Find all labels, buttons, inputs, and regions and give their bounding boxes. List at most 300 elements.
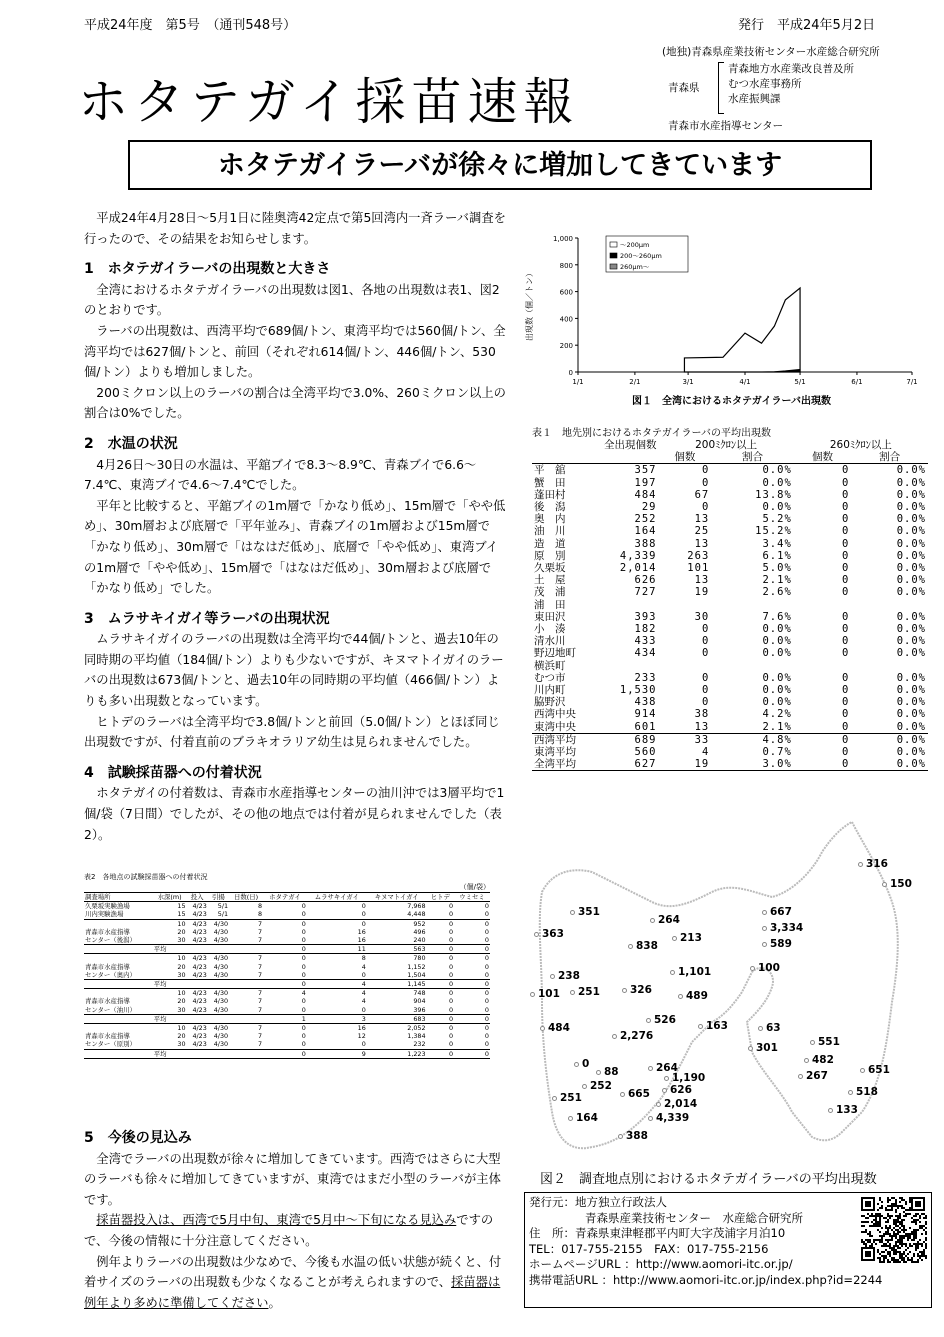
y-tick-label: 200 bbox=[559, 342, 573, 351]
map-station-label: 264 bbox=[658, 914, 680, 926]
map-station-label: 133 bbox=[836, 1104, 858, 1116]
t1-cell: 0.0% bbox=[896, 708, 926, 721]
t2-cell: 7 bbox=[229, 1024, 263, 1033]
t2-cell: 0 bbox=[484, 910, 489, 919]
map-station-label: 667 bbox=[770, 906, 792, 918]
t2-location: センター（奥内） bbox=[85, 970, 136, 979]
map-station-marker bbox=[552, 1096, 557, 1101]
t2-cell: 10 bbox=[153, 919, 187, 928]
map-station-label: 484 bbox=[548, 1022, 570, 1034]
t1-cell: 433 bbox=[634, 635, 657, 648]
t1-cell: 0.0% bbox=[896, 696, 926, 709]
table-row bbox=[532, 623, 928, 635]
t2-cell: 563 bbox=[367, 945, 427, 954]
table-row bbox=[84, 989, 490, 998]
t2-cell: 15 bbox=[177, 910, 186, 919]
t2-cell: 9 bbox=[307, 1049, 367, 1058]
map-station-marker bbox=[570, 910, 575, 915]
map-station-label: 388 bbox=[626, 1130, 648, 1142]
t2-cell: 8 bbox=[307, 954, 367, 963]
issue-date: 発行 平成24年5月2日 bbox=[738, 18, 876, 33]
map-station-marker bbox=[748, 1046, 753, 1051]
t2-cell: 0 bbox=[263, 1024, 307, 1033]
table1-block bbox=[532, 424, 928, 771]
t1-cell: 0 bbox=[841, 549, 850, 562]
t2-cell: 4/23 bbox=[192, 962, 207, 971]
t2-cell: 396 bbox=[413, 1005, 426, 1014]
t2-cell: 0 bbox=[301, 1005, 306, 1014]
t2-cell: 0 bbox=[454, 980, 490, 989]
t2-cell: 4/23 bbox=[192, 997, 207, 1006]
t1-location: 造 道 bbox=[534, 537, 566, 550]
t2-cell: 232 bbox=[413, 1040, 426, 1049]
table-row bbox=[532, 513, 928, 525]
table1-caption: 表１ 地先別におけるホタテガイラーバの平均出現数 bbox=[532, 428, 771, 439]
homepage-url[interactable]: ホームページURL ：http://www.aomori-itc.or.jp/ bbox=[529, 1257, 793, 1271]
table2 bbox=[84, 892, 490, 1059]
map-station-label: 164 bbox=[576, 1112, 598, 1124]
t2-cell: 0 bbox=[361, 1040, 366, 1049]
map-station-marker bbox=[656, 1102, 661, 1107]
t1-cell: 0 bbox=[701, 464, 710, 477]
t2-cell: 30 bbox=[177, 970, 186, 979]
t1-location: 原 別 bbox=[534, 549, 566, 562]
table-row bbox=[532, 647, 928, 659]
t2-cell: 5/1 bbox=[217, 910, 229, 919]
t1-cell: 0 bbox=[841, 537, 850, 550]
t2-cell: 780 bbox=[367, 954, 427, 963]
t2-cell: 8 bbox=[229, 902, 263, 911]
table-row bbox=[532, 672, 928, 684]
t1-location: 平 舘 bbox=[534, 464, 566, 477]
t1-header-ratio: 割合 bbox=[711, 451, 794, 464]
footer-text bbox=[529, 1195, 882, 1288]
map-station-marker bbox=[798, 1074, 803, 1079]
t2-location: 久栗坂実験漁場 bbox=[84, 902, 153, 911]
table-avg-row bbox=[84, 980, 490, 989]
map-station-marker bbox=[672, 936, 677, 941]
t2-cell bbox=[84, 1049, 153, 1058]
t2-cell: 4 bbox=[307, 989, 367, 998]
t2-cell: 0 bbox=[449, 910, 454, 919]
t2-cell: 7 bbox=[258, 1032, 263, 1041]
t1-cell bbox=[711, 660, 794, 672]
series-area-lt200 bbox=[684, 288, 800, 372]
t2-cell: 0 bbox=[301, 927, 306, 936]
y-tick-label: 1,000 bbox=[552, 235, 573, 243]
t1-cell bbox=[602, 660, 659, 672]
t2-cell bbox=[229, 945, 263, 954]
t2-cell: 7 bbox=[258, 970, 263, 979]
table-row bbox=[532, 464, 928, 477]
t2-cell: 0 bbox=[427, 919, 455, 928]
t1-header-count: 個数 bbox=[794, 451, 852, 464]
t2-cell: 1 bbox=[263, 1014, 307, 1023]
y-tick-label: 400 bbox=[559, 315, 573, 324]
map-station-marker bbox=[622, 988, 627, 993]
t1-cell: 5.2% bbox=[762, 513, 792, 526]
t1-cell: 0.0% bbox=[896, 488, 926, 501]
t2-cell: 4/23 bbox=[187, 902, 208, 911]
t2-cell bbox=[84, 945, 153, 954]
t2-cell: 0 bbox=[454, 945, 490, 954]
t1-cell: 5.0% bbox=[762, 562, 792, 575]
t1-cell: 67 bbox=[694, 488, 710, 501]
t2-cell: 4 bbox=[361, 962, 366, 971]
table-row bbox=[84, 954, 490, 963]
t1-cell: 0 bbox=[841, 623, 850, 636]
t2-cell: 5/1 bbox=[208, 902, 229, 911]
t1-cell: 0 bbox=[841, 501, 850, 514]
table2-block bbox=[84, 872, 490, 1059]
t1-cell: 30 bbox=[694, 610, 710, 623]
masthead-title: ホタテガイ採苗速報 bbox=[78, 73, 580, 131]
map-station-label: 251 bbox=[578, 986, 600, 998]
map-station-label: 489 bbox=[686, 990, 708, 1002]
headline: ホタテガイラーバが徐々に増加してきています bbox=[128, 140, 872, 190]
t2-cell bbox=[187, 980, 208, 989]
t1-cell: 0 bbox=[841, 525, 850, 538]
publisher: 地方独立行政法人 bbox=[575, 1195, 667, 1209]
map-station-marker bbox=[570, 990, 575, 995]
table1 bbox=[532, 439, 928, 771]
map-station-marker bbox=[596, 1070, 601, 1075]
t2-cell: 3 bbox=[307, 1014, 367, 1023]
t2-cell: 0 bbox=[263, 954, 307, 963]
t1-cell: 727 bbox=[634, 586, 657, 599]
t1-location: 浦 田 bbox=[534, 598, 566, 611]
y-tick-label: 600 bbox=[559, 288, 573, 297]
map-station-marker bbox=[612, 1034, 617, 1039]
x-tick-label: 3/1 bbox=[682, 378, 694, 386]
map-station-label: 213 bbox=[680, 932, 702, 944]
t2-cell: 10 bbox=[153, 1024, 187, 1033]
t1-cell: 0 bbox=[841, 488, 850, 501]
t1-cell: 0.0% bbox=[896, 647, 926, 660]
t2-cell: 4 bbox=[263, 989, 307, 998]
t1-cell: 0 bbox=[841, 696, 850, 709]
section-4-p1: ホタテガイの付着数は、青森市水産指導センターの油川沖では3層平均で1個/袋（7日間）でしたが、その他の地点では付着が見られませんでした（表2）。 bbox=[84, 786, 505, 842]
t2-cell: 0 bbox=[484, 962, 489, 971]
t2-cell: 0 bbox=[263, 1049, 307, 1058]
x-tick-label: 2/1 bbox=[629, 378, 641, 386]
map-station-label: 88 bbox=[604, 1066, 619, 1078]
t2-cell: 7 bbox=[258, 927, 263, 936]
map-station-marker bbox=[646, 1018, 651, 1023]
table-row bbox=[84, 963, 490, 971]
t2-cell: 0 bbox=[484, 997, 489, 1006]
t1-cell: 0 bbox=[701, 501, 710, 514]
t2-cell bbox=[208, 980, 229, 989]
t1-cell bbox=[851, 599, 928, 611]
t2-cell: 4/30 bbox=[213, 962, 229, 971]
map-station-marker bbox=[804, 1058, 809, 1063]
t2-location: 青森市水産指導 bbox=[85, 1032, 130, 1041]
t1-cell: 0.0% bbox=[896, 513, 926, 526]
t2-cell: 平均 bbox=[153, 945, 187, 954]
t1-cell: 164 bbox=[634, 525, 657, 538]
t1-cell: 0.0% bbox=[896, 574, 926, 587]
address: 青森県東津軽郡平内町大字茂浦字月泊10 bbox=[575, 1226, 786, 1240]
map-station-marker bbox=[882, 882, 887, 887]
t1-cell: 0.0% bbox=[762, 623, 792, 636]
table-row bbox=[84, 1032, 490, 1040]
t1-cell: 0 bbox=[841, 684, 850, 697]
t1-cell: 13 bbox=[694, 537, 710, 550]
t2-cell: 4/23 bbox=[192, 936, 207, 945]
t2-cell: 4/23 bbox=[192, 927, 207, 936]
t2-cell: 0 bbox=[301, 970, 306, 979]
t2-cell: 7 bbox=[258, 1040, 263, 1049]
t1-cell: 0.0% bbox=[762, 635, 792, 648]
t1-cell: 0 bbox=[841, 635, 850, 648]
t2-cell: 0 bbox=[484, 927, 489, 936]
t1-location: 全湾平均 bbox=[532, 758, 602, 771]
t1-location: 脇野沢 bbox=[534, 696, 566, 709]
t2-cell: 0 bbox=[484, 1032, 489, 1041]
map-station-marker bbox=[698, 1024, 703, 1029]
t1-cell: 2,014 bbox=[619, 562, 657, 575]
t2-cell: 11 bbox=[307, 945, 367, 954]
t2-header: ウミセミ bbox=[454, 893, 490, 902]
t1-cell: 3.0% bbox=[711, 758, 794, 771]
t2-cell: 4/23 bbox=[187, 954, 208, 963]
t2-cell bbox=[187, 1049, 208, 1058]
table-row bbox=[532, 501, 928, 513]
t2-cell: 0 bbox=[484, 1005, 489, 1014]
section-5-heading: 5 今後の見込み bbox=[84, 1130, 192, 1146]
t2-cell: 12 bbox=[357, 1032, 366, 1041]
table-row bbox=[84, 910, 490, 919]
table-row bbox=[532, 538, 928, 550]
table-row bbox=[84, 971, 490, 980]
table-row bbox=[532, 721, 928, 734]
map-station-label: 551 bbox=[818, 1036, 840, 1048]
t2-cell: 4/30 bbox=[213, 936, 229, 945]
t1-cell: 0.0% bbox=[896, 525, 926, 538]
map-station-label: 665 bbox=[628, 1088, 650, 1100]
org-item: 青森地方水産業改良普及所 bbox=[728, 63, 854, 75]
t1-cell: 0.0% bbox=[896, 549, 926, 562]
t1-location: 小 湊 bbox=[534, 623, 566, 636]
t1-cell: 0 bbox=[841, 513, 850, 526]
t2-cell: 0 bbox=[449, 970, 454, 979]
t1-cell: 601 bbox=[634, 720, 657, 733]
x-tick-label: 6/1 bbox=[851, 378, 863, 386]
t2-location: 青森市水産指導 bbox=[85, 927, 130, 936]
t2-cell: 4/30 bbox=[208, 954, 229, 963]
t2-cell: 0 bbox=[454, 989, 490, 998]
t2-location: 川内実験漁場 bbox=[85, 910, 124, 919]
t2-cell: 2,052 bbox=[367, 1024, 427, 1033]
t2-cell: 748 bbox=[367, 989, 427, 998]
t1-cell: 0 bbox=[841, 647, 850, 660]
t2-cell: 7 bbox=[229, 989, 263, 998]
t2-cell: 7 bbox=[258, 1005, 263, 1014]
table-row bbox=[84, 1024, 490, 1033]
legend-label: ～200μm bbox=[620, 241, 650, 249]
t2-cell: 4/23 bbox=[192, 1005, 207, 1014]
t2-cell: 0 bbox=[361, 1005, 366, 1014]
t1-cell: 689 bbox=[602, 733, 659, 746]
map-station-marker bbox=[670, 970, 675, 975]
map-station-label: 589 bbox=[770, 938, 792, 950]
t1-cell: 0.7% bbox=[762, 746, 792, 759]
t2-cell: 4/23 bbox=[187, 919, 208, 928]
t1-cell: 0.0% bbox=[896, 623, 926, 636]
table-row bbox=[84, 936, 490, 945]
t1-cell: 0.0% bbox=[762, 671, 792, 684]
t1-location: 後 潟 bbox=[534, 501, 566, 514]
map-station-label: 316 bbox=[866, 858, 888, 870]
map-station-label: 264 bbox=[656, 1062, 678, 1074]
t2-cell: 0 bbox=[449, 936, 454, 945]
t2-cell bbox=[187, 1014, 208, 1023]
map-station-marker bbox=[628, 944, 633, 949]
t2-cell: 20 bbox=[177, 997, 186, 1006]
t2-cell: 4/23 bbox=[187, 989, 208, 998]
t2-cell: 1,152 bbox=[407, 962, 426, 971]
map-station-marker bbox=[618, 1134, 623, 1139]
footer-box bbox=[524, 1192, 932, 1308]
address-label: 住 所： bbox=[529, 1226, 575, 1240]
org-list bbox=[728, 62, 854, 107]
t2-cell: 0 bbox=[301, 962, 306, 971]
table-row bbox=[532, 599, 928, 611]
t1-cell: 1,530 bbox=[619, 684, 657, 697]
t1-cell: 0 bbox=[701, 635, 710, 648]
t1-header-200: 200ﾐｸﾛﾝ以上 bbox=[695, 439, 758, 451]
t1-cell: 0 bbox=[701, 647, 710, 660]
t1-cell: 0 bbox=[841, 562, 850, 575]
table-row bbox=[532, 586, 928, 598]
t1-cell: 393 bbox=[634, 610, 657, 623]
t2-cell: 1,145 bbox=[367, 980, 427, 989]
t2-cell: 7 bbox=[229, 954, 263, 963]
map-station-marker bbox=[620, 1092, 625, 1097]
t2-cell: 7 bbox=[258, 997, 263, 1006]
t2-cell: 16 bbox=[357, 936, 366, 945]
t2-cell: 4/30 bbox=[213, 997, 229, 1006]
mobile-url[interactable]: 携帯電話URL ：http://www.aomori-itc.or.jp/index.php?id=2244 bbox=[529, 1272, 883, 1287]
map-station-marker bbox=[828, 1108, 833, 1113]
t2-cell: 0 bbox=[454, 902, 490, 911]
t1-location: 土 屋 bbox=[534, 574, 566, 587]
t2-cell: 0 bbox=[427, 954, 455, 963]
t2-cell: 20 bbox=[177, 1032, 186, 1041]
map-station-label: 626 bbox=[670, 1084, 692, 1096]
t2-cell: 0 bbox=[454, 1049, 490, 1058]
t1-cell: 0 bbox=[701, 696, 710, 709]
section-3-p1: ムラサキイガイのラーバの出現数は全湾平均で44個/トンと、過去10年の同時期の平均値（184個/トン）よりも少ないですが、キヌマトイガイのラーバの出現数は673個/トンと、過去10年の同時期の平均値（466個/トン）よりも多い出現数となっています。 bbox=[84, 632, 504, 709]
table-row bbox=[532, 574, 928, 586]
map-station-label: 351 bbox=[578, 906, 600, 918]
map-station-marker bbox=[762, 910, 767, 915]
table-avg-row bbox=[84, 1014, 490, 1023]
t2-cell bbox=[84, 1014, 153, 1023]
t1-cell: 29 bbox=[641, 501, 657, 514]
map-station-marker bbox=[550, 974, 555, 979]
t2-header: 調査場所 bbox=[84, 893, 153, 902]
t2-cell: 平均 bbox=[153, 1049, 187, 1058]
t2-cell: 0 bbox=[301, 997, 306, 1006]
legend-swatch bbox=[610, 253, 617, 258]
t2-cell: 4/30 bbox=[213, 970, 229, 979]
map-station-marker bbox=[750, 966, 755, 971]
t2-cell: 平均 bbox=[153, 980, 187, 989]
t1-location: 蟹 田 bbox=[534, 476, 566, 489]
t2-location: センター（後潟） bbox=[85, 936, 136, 945]
legend-swatch bbox=[610, 264, 617, 269]
map-station-label: 326 bbox=[630, 984, 652, 996]
map-station-marker bbox=[650, 918, 655, 923]
t2-location: センター（原別） bbox=[85, 1040, 136, 1049]
t2-cell: 683 bbox=[367, 1014, 427, 1023]
t1-cell: 0 bbox=[841, 464, 850, 477]
t1-cell: 0.0% bbox=[896, 501, 926, 514]
t2-cell: 0 bbox=[449, 1040, 454, 1049]
map-station-marker bbox=[678, 994, 683, 999]
t1-cell: 233 bbox=[634, 671, 657, 684]
t2-cell: 0 bbox=[454, 954, 490, 963]
t1-cell: 0 bbox=[794, 733, 852, 746]
table-row bbox=[532, 708, 928, 720]
map-station-marker bbox=[568, 1116, 573, 1121]
table-row bbox=[84, 919, 490, 928]
section-5-p3: 例年よりラーバの出現数は少なめで、今後も水温の低い状態が続くと、付着サイズのラーバの出現数も少なくなることが考えられますので、採苗器は例年より多めに準備してください。 bbox=[84, 1254, 502, 1310]
t2-cell: 0 bbox=[484, 1040, 489, 1049]
t2-cell: 0 bbox=[263, 902, 307, 911]
t1-cell: 0.0% bbox=[896, 635, 926, 648]
t1-cell: 0.0% bbox=[896, 684, 926, 697]
table-row bbox=[84, 1006, 490, 1015]
t1-cell: 19 bbox=[694, 586, 710, 599]
map-station-label: 482 bbox=[812, 1054, 834, 1066]
t2-cell: 4/23 bbox=[187, 1024, 208, 1033]
section-5-p2: 採苗器投入は、西湾で5月中旬、東湾で5月中～下旬になる見込みですので、今後の情報に十分注意してください。 bbox=[84, 1213, 494, 1248]
map-station-label: 267 bbox=[806, 1070, 828, 1082]
t1-location: 蓬田村 bbox=[534, 488, 566, 501]
map-station-marker bbox=[582, 1084, 587, 1089]
t1-cell: 0 bbox=[794, 758, 852, 771]
t2-cell: 0 bbox=[449, 997, 454, 1006]
t1-header-260: 260ﾐｸﾛﾝ以上 bbox=[829, 439, 892, 451]
t1-cell: 101 bbox=[687, 562, 710, 575]
t1-cell: 3.4% bbox=[762, 537, 792, 550]
t1-cell: 434 bbox=[634, 647, 657, 660]
map-station-marker bbox=[530, 992, 535, 997]
t1-location: 久栗坂 bbox=[534, 562, 566, 575]
t2-cell: 4/30 bbox=[213, 1005, 229, 1014]
t2-cell: 平均 bbox=[153, 1014, 187, 1023]
map-station-label: 4,339 bbox=[656, 1112, 690, 1124]
t2-cell: 496 bbox=[413, 927, 426, 936]
t2-cell bbox=[208, 1014, 229, 1023]
chart-title: 図１ 全湾におけるホタテガイラーバ出現数 bbox=[632, 396, 831, 407]
t1-cell: 0 bbox=[701, 684, 710, 697]
t2-cell bbox=[84, 980, 153, 989]
figure1-chart bbox=[520, 228, 930, 410]
t1-cell: 0.0% bbox=[851, 733, 928, 746]
y-axis-label: 出現数（個／トン） bbox=[525, 269, 534, 341]
map-station-label: 163 bbox=[706, 1020, 728, 1032]
table-row bbox=[532, 489, 928, 501]
org-city: 青森市水産指導センター bbox=[668, 120, 784, 132]
t1-cell: 0.0% bbox=[896, 746, 926, 759]
t1-cell: 0 bbox=[701, 623, 710, 636]
table-row bbox=[84, 997, 490, 1005]
t2-cell: 0 bbox=[301, 936, 306, 945]
